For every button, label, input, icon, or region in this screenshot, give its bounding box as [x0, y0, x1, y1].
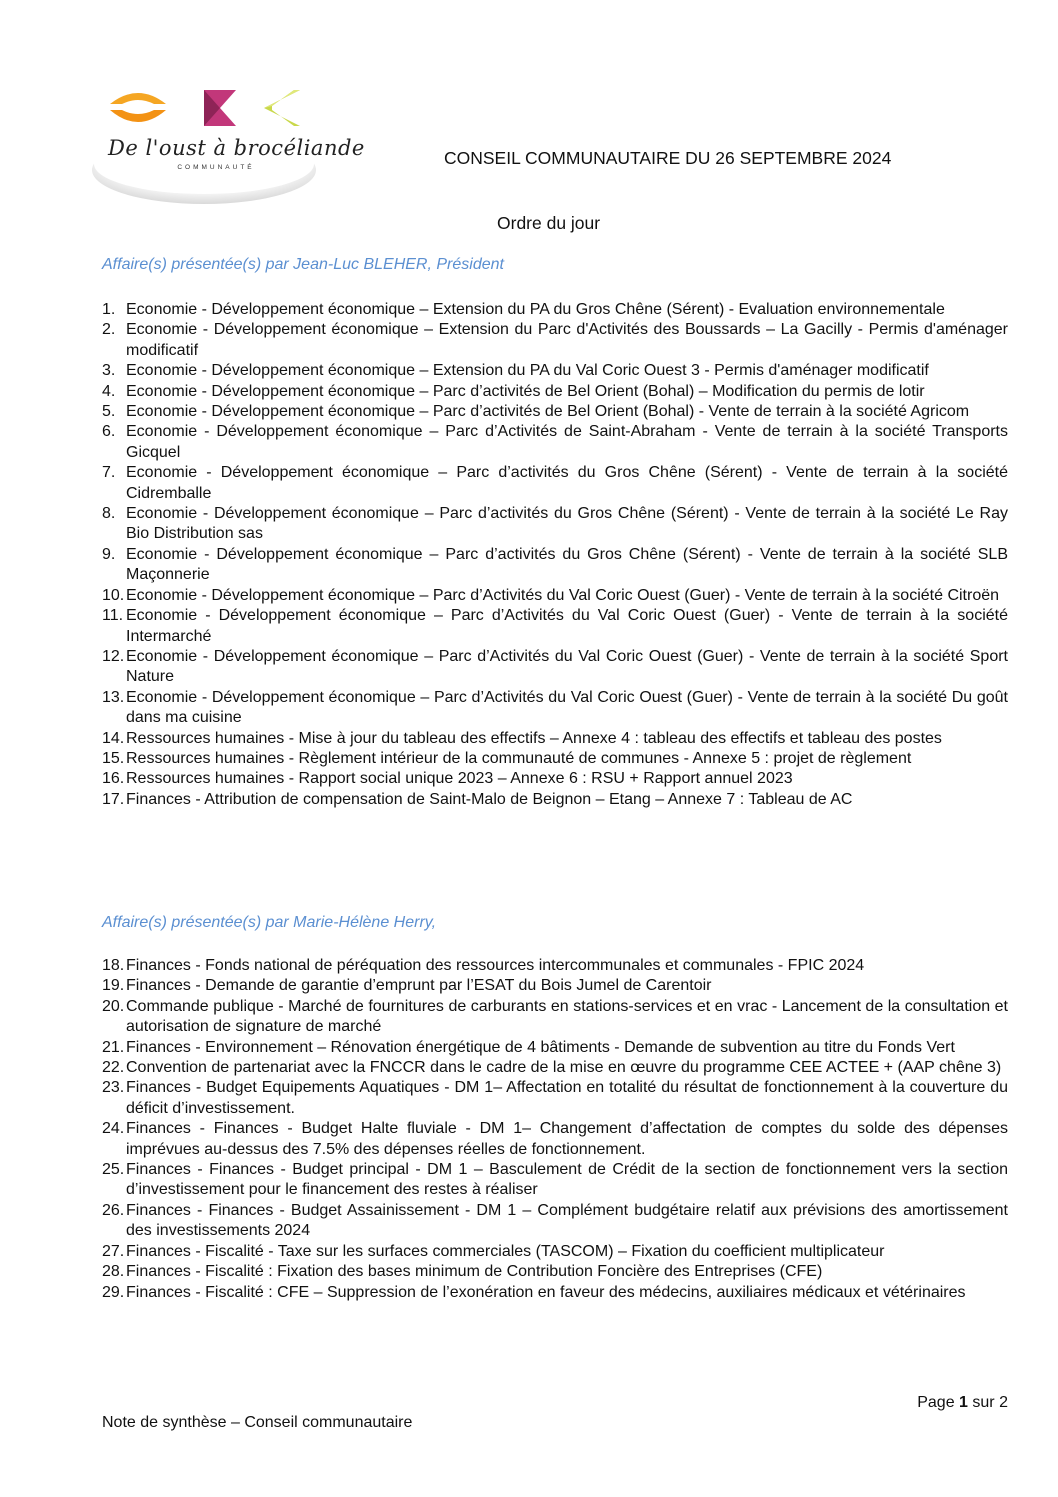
item-number: 20.	[102, 997, 125, 1015]
item-text: Finances - Fiscalité : Fixation des bases minimum de Contribution Foncière des Entreprises (CFE)	[126, 1263, 823, 1281]
item-number: 12.	[102, 647, 125, 665]
item-text: Finances - Fiscalité - Taxe sur les surfaces commerciales (TASCOM) – Fixation du coefficient multiplicateur	[126, 1242, 885, 1260]
item-number: 11.	[102, 607, 124, 625]
agenda-item	[102, 1283, 1008, 1303]
page-current: 1	[959, 1394, 968, 1411]
agenda-item	[102, 300, 1008, 320]
item-number: 26.	[102, 1201, 125, 1219]
item-text: Finances - Finances - Budget Assainissement - DM 1 – Complément budgétaire relatif aux prévisions des amortissement des investissements 2024	[126, 1201, 1008, 1240]
agenda-item	[102, 463, 1008, 504]
agenda-item	[102, 1262, 1008, 1282]
item-number: 14.	[102, 729, 125, 747]
community-logo	[86, 78, 365, 210]
agenda-item	[102, 606, 1008, 647]
item-text: Economie - Développement économique – Parc d’activités de Bel Orient (Bohal) – Modification du permis de lotir	[126, 382, 925, 400]
item-number: 22.	[102, 1059, 125, 1077]
item-text: Finances - Fonds national de péréquation des ressources intercommunales et communales - FPIC 2024	[126, 957, 865, 974]
page-prefix: Page	[917, 1394, 955, 1411]
section-presenter-1: Affaire(s) présentée(s) par Jean-Luc BLEHER, Président	[102, 256, 504, 273]
item-number: 27.	[102, 1242, 125, 1260]
item-number: 1.	[102, 301, 116, 318]
item-number: 16.	[102, 770, 125, 788]
agenda-item	[102, 749, 1008, 769]
page-mid: sur	[972, 1394, 995, 1411]
agenda-item	[102, 769, 1008, 789]
item-text: Finances - Demande de garantie d’emprunt par l’ESAT du Bois Jumel de Carentoir	[126, 977, 712, 995]
logo-wordmark: De l'oust à brocéliande	[108, 136, 365, 160]
agenda-item	[102, 729, 1008, 749]
item-number: 18.	[102, 957, 125, 974]
item-text: Economie - Développement économique – Parc d’Activités de Saint-Abraham - Vente de terrain à la société Transports Gicquel	[126, 423, 1008, 461]
agenda-item	[102, 422, 1008, 463]
item-text: Convention de partenariat avec la FNCCR dans le cadre de la mise en œuvre du programme CEE ACTEE + (AAP chêne 3)	[126, 1059, 1002, 1077]
item-text: Commande publique - Marché de fournitures de carburants en stations-services et en vrac - Lancement de la consultation et autorisation de signature de marché	[126, 997, 1008, 1036]
document-subtitle: Ordre du jour	[497, 213, 601, 233]
item-text: Economie - Développement économique – Extension du PA du Val Coric Ouest 3 - Permis d'aménager modificatif	[126, 362, 929, 380]
item-number: 9.	[102, 545, 116, 563]
page-number	[917, 1394, 1008, 1412]
agenda-item	[102, 504, 1008, 545]
agenda-item	[102, 1160, 1008, 1201]
agenda-list-1	[102, 300, 1008, 810]
item-text: Economie - Développement économique – Parc d’activités du Gros Chêne (Sérent) - Vente de terrain à la société Le Ray Bio Distribution sas	[126, 505, 1008, 543]
item-text: Economie - Développement économique – Parc d’Activités du Val Coric Ouest (Guer) - Vente de terrain à la société Sport Nature	[126, 647, 1008, 686]
agenda-item	[102, 647, 1008, 688]
item-number: 25.	[102, 1161, 125, 1179]
agenda-item	[102, 545, 1008, 586]
item-number: 6.	[102, 423, 116, 441]
logo-subtitle: COMMUNAUTÉ	[177, 164, 255, 171]
item-number: 23.	[102, 1079, 125, 1097]
item-number: 21.	[102, 1038, 125, 1056]
item-text: Economie - Développement économique – Extension du Parc d'Activités des Boussards – La Gacilly - Permis d'aménager modificatif	[126, 321, 1008, 359]
item-number: 10.	[102, 586, 125, 604]
item-number: 5.	[102, 403, 116, 421]
item-number: 3.	[102, 362, 116, 380]
item-text: Finances - Fiscalité : CFE – Suppression de l’exonération en faveur des médecins, auxiliaires médicaux et vétérinaires	[126, 1283, 966, 1301]
item-text: Economie - Développement économique – Parc d’activités du Gros Chêne (Sérent) - Vente de terrain à la société Cidremballe	[126, 464, 1008, 502]
item-number: 17.	[102, 790, 125, 808]
agenda-item	[102, 1038, 1008, 1058]
agenda-item	[102, 956, 1008, 976]
item-text: Ressources humaines - Règlement intérieur de la communauté de communes - Annexe 5 : projet de règlement	[126, 749, 912, 767]
agenda-list-2	[102, 956, 1008, 1303]
item-number: 28.	[102, 1263, 125, 1281]
item-number: 8.	[102, 505, 116, 523]
item-number: 15.	[102, 749, 125, 767]
item-text: Economie - Développement économique – Parc d’Activités du Val Coric Ouest (Guer) - Vente de terrain à la société Citroën	[126, 586, 1000, 604]
agenda-item	[102, 1119, 1008, 1160]
item-text: Finances - Environnement – Rénovation énergétique de 4 bâtiments - Demande de subvention au titre du Fonds Vert	[126, 1038, 955, 1056]
item-text: Finances - Finances - Budget principal - DM 1 – Basculement de Crédit de la section de fonctionnement vers la section d’investissement pour le financement des restes à réaliser	[126, 1161, 1008, 1199]
item-number: 29.	[102, 1283, 125, 1301]
section-presenter-2: Affaire(s) présentée(s) par Marie-Hélène Herry,	[102, 914, 437, 931]
item-text: Economie - Développement économique – Parc d’Activités du Val Coric Ouest (Guer) - Vente de terrain à la société Intermarché	[126, 607, 1008, 645]
item-text: Economie - Développement économique – Extension du PA du Gros Chêne (Sérent) - Evaluation environnementale	[126, 301, 945, 318]
item-text: Finances - Finances - Budget Halte fluviale - DM 1– Changement d’affectation de comptes du solde des dépenses imprévues au-dessus des 7.5% des dépenses réelles de fonctionnement.	[126, 1120, 1008, 1158]
agenda-item	[102, 1058, 1008, 1078]
item-text: Economie - Développement économique – Parc d’activités du Gros Chêne (Sérent) - Vente de terrain à la société SLB Maçonnerie	[126, 545, 1008, 584]
document-title: CONSEIL COMMUNAUTAIRE DU 26 SEPTEMBRE 2024	[444, 148, 892, 168]
agenda-item	[102, 997, 1008, 1038]
item-text: Economie - Développement économique – Parc d’Activités du Val Coric Ouest (Guer) - Vente de terrain à la société Du goût dans ma cuisine	[126, 688, 1008, 727]
agenda-item	[102, 976, 1008, 996]
agenda-item	[102, 361, 1008, 381]
item-number: 19.	[102, 977, 125, 995]
agenda-item	[102, 790, 1008, 810]
agenda-item	[102, 1201, 1008, 1242]
page-total: 2	[999, 1394, 1008, 1411]
agenda-item	[102, 382, 1008, 402]
agenda-item	[102, 1242, 1008, 1262]
agenda-item	[102, 402, 1008, 422]
item-text: Finances - Attribution de compensation de Saint-Malo de Beignon – Etang – Annexe 7 : Tableau de AC	[126, 790, 853, 808]
item-text: Economie - Développement économique – Parc d’activités de Bel Orient (Bohal) - Vente de terrain à la société Agricom	[126, 403, 970, 421]
item-number: 2.	[102, 321, 116, 339]
agenda-item	[102, 320, 1008, 361]
item-text: Ressources humaines - Rapport social unique 2023 – Annexe 6 : RSU + Rapport annuel 2023	[126, 770, 793, 788]
item-number: 7.	[102, 464, 116, 482]
agenda-item	[102, 586, 1008, 606]
footer-note: Note de synthèse – Conseil communautaire	[102, 1414, 413, 1431]
agenda-item	[102, 1078, 1008, 1119]
item-number: 4.	[102, 382, 116, 400]
item-text: Ressources humaines - Mise à jour du tableau des effectifs – Annexe 4 : tableau des effectifs et tableau des postes	[126, 729, 942, 747]
agenda-item	[102, 688, 1008, 729]
item-number: 24.	[102, 1120, 125, 1138]
item-number: 13.	[102, 688, 125, 706]
item-text: Finances - Budget Equipements Aquatiques - DM 1– Affectation en totalité du résultat de fonctionnement à la couverture du déficit d’investissement.	[126, 1079, 1008, 1117]
